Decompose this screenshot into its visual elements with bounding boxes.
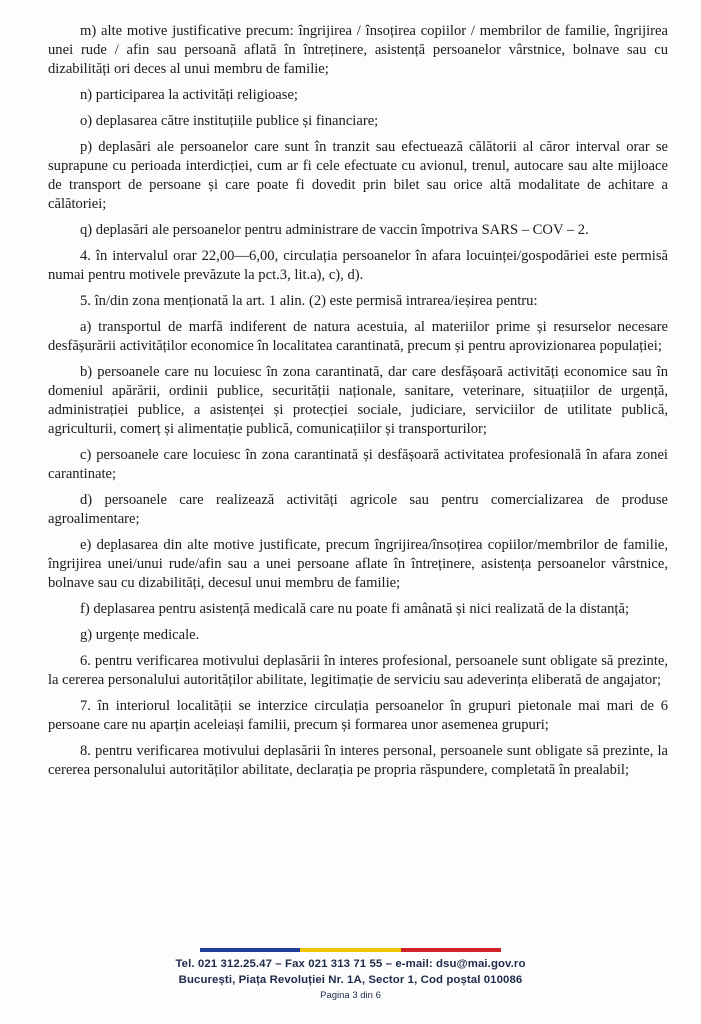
paragraph-point-5: 5. în/din zona menționată la art. 1 alin. (2) este permisă intrarea/ieșirea pentru:: [80, 293, 538, 309]
paragraph-point-8: 8. pentru verificarea motivului deplasării în interes personal, persoanele sunt obligate să prezinte, la cererea personalului autorităților abilitate, declarația pe propria răspundere, completată în prealabil;: [48, 743, 668, 778]
footer-contact: Tel. 021 312.25.47 – Fax 021 313 71 55 – e-mail: dsu@mai.gov.ro: [175, 958, 526, 970]
paragraph-q: q) deplasări ale persoanelor pentru administrare de vaccin împotriva SARS – COV – 2.: [80, 222, 589, 238]
paragraph-point-7: 7. în interiorul localității se interzice circulația persoanelor în grupuri pietonale mai mari de 6 persoane care nu aparțin aceleiași familii, precum și formarea unor asemenea grupuri;: [48, 698, 668, 733]
paragraph-p: p) deplasări ale persoanelor care sunt în tranzit sau efectuează călătorii al căror interval orar se suprapune cu perioada interdicției, cum ar fi cele efectuate cu avionul, trenul, autocare sau alte mijloace de transport de persoane și care poate fi dovedit prin bilet sau orice altă modalitate de achitare a călătoriei;: [48, 139, 668, 212]
paragraph-5f: f) deplasarea pentru asistență medicală care nu poate fi amânată și nici realizată de la distanță;: [80, 601, 630, 617]
paragraph-m: m) alte motive justificative precum: îngrijirea / însoțirea copiilor / membrilor de familie, îngrijirea unei rude / afin sau persoană aflată în întreținere, asistență persoanelor vârstnice, bolnave sau cu dizabilități ori deces al unui membru de familie;: [48, 23, 668, 77]
paragraph-5d: d) persoanele care realizează activități agricole sau pentru comercializarea de produse agroalimentare;: [48, 492, 668, 527]
paragraph-5c: c) persoanele care locuiesc în zona carantinată și desfășoară activitatea profesională în afara zonei carantinate;: [48, 447, 668, 482]
paragraph-point-6: 6. pentru verificarea motivului deplasării în interes profesional, persoanele sunt obligate să prezinte, la cererea personalului autorităților abilitate, legitimație de serviciu sau adeverința eliberată de angajator;: [48, 653, 668, 688]
paragraph-5e: e) deplasarea din alte motive justificate, precum îngrijirea/însoțirea copiilor/membrilor de familie, îngrijirea unei/unui rude/afin sau a unei persoane aflate în întreținere, asistența persoanelor vârstnice, bolnave sau cu dizabilități, decesul unui membru de familie;: [48, 537, 668, 591]
paragraph-5b: b) persoanele care nu locuiesc în zona carantinată, dar care desfășoară activități economice sau în domeniul apărării, ordinii publice, securității naționale, sanitare, veterinare, situațiilor de urgență, administrației publice, a asistenței și protecției sociale, judiciare, serviciilor de utilitate publică, agriculturii, comerț și alimentație publică, comunicațiilor și transporturilor;: [48, 364, 668, 437]
page-footer: [0, 956, 701, 1002]
paragraph-o: o) deplasarea către instituțiile publice și financiare;: [80, 113, 379, 129]
footer-address: București, Piața Revoluției Nr. 1A, Sector 1, Cod poștal 010086: [178, 974, 523, 986]
flag-stripe: [200, 948, 501, 952]
paragraph-point-4: 4. în intervalul orar 22,00—6,00, circulația persoanelor în afara locuinței/gospodăriei este permisă numai pentru motivele prevăzute la pct.3, lit.a), c), d).: [48, 248, 668, 283]
flag-stripe-blue: [200, 948, 300, 952]
document-body: [48, 22, 668, 787]
flag-stripe-yellow: [300, 948, 400, 952]
paragraph-5a: a) transportul de marfă indiferent de natura acestuia, al materiilor prime și resurselor necesare desfășurării activităților economice în localitatea carantinată, precum și pentru aprovizionarea populației;: [48, 319, 668, 354]
flag-stripe-red: [401, 948, 501, 952]
paragraph-5g: g) urgențe medicale.: [80, 627, 200, 643]
paragraph-n: n) participarea la activități religioase;: [80, 87, 298, 103]
page-number: Pagina 3 din 6: [320, 990, 381, 1001]
